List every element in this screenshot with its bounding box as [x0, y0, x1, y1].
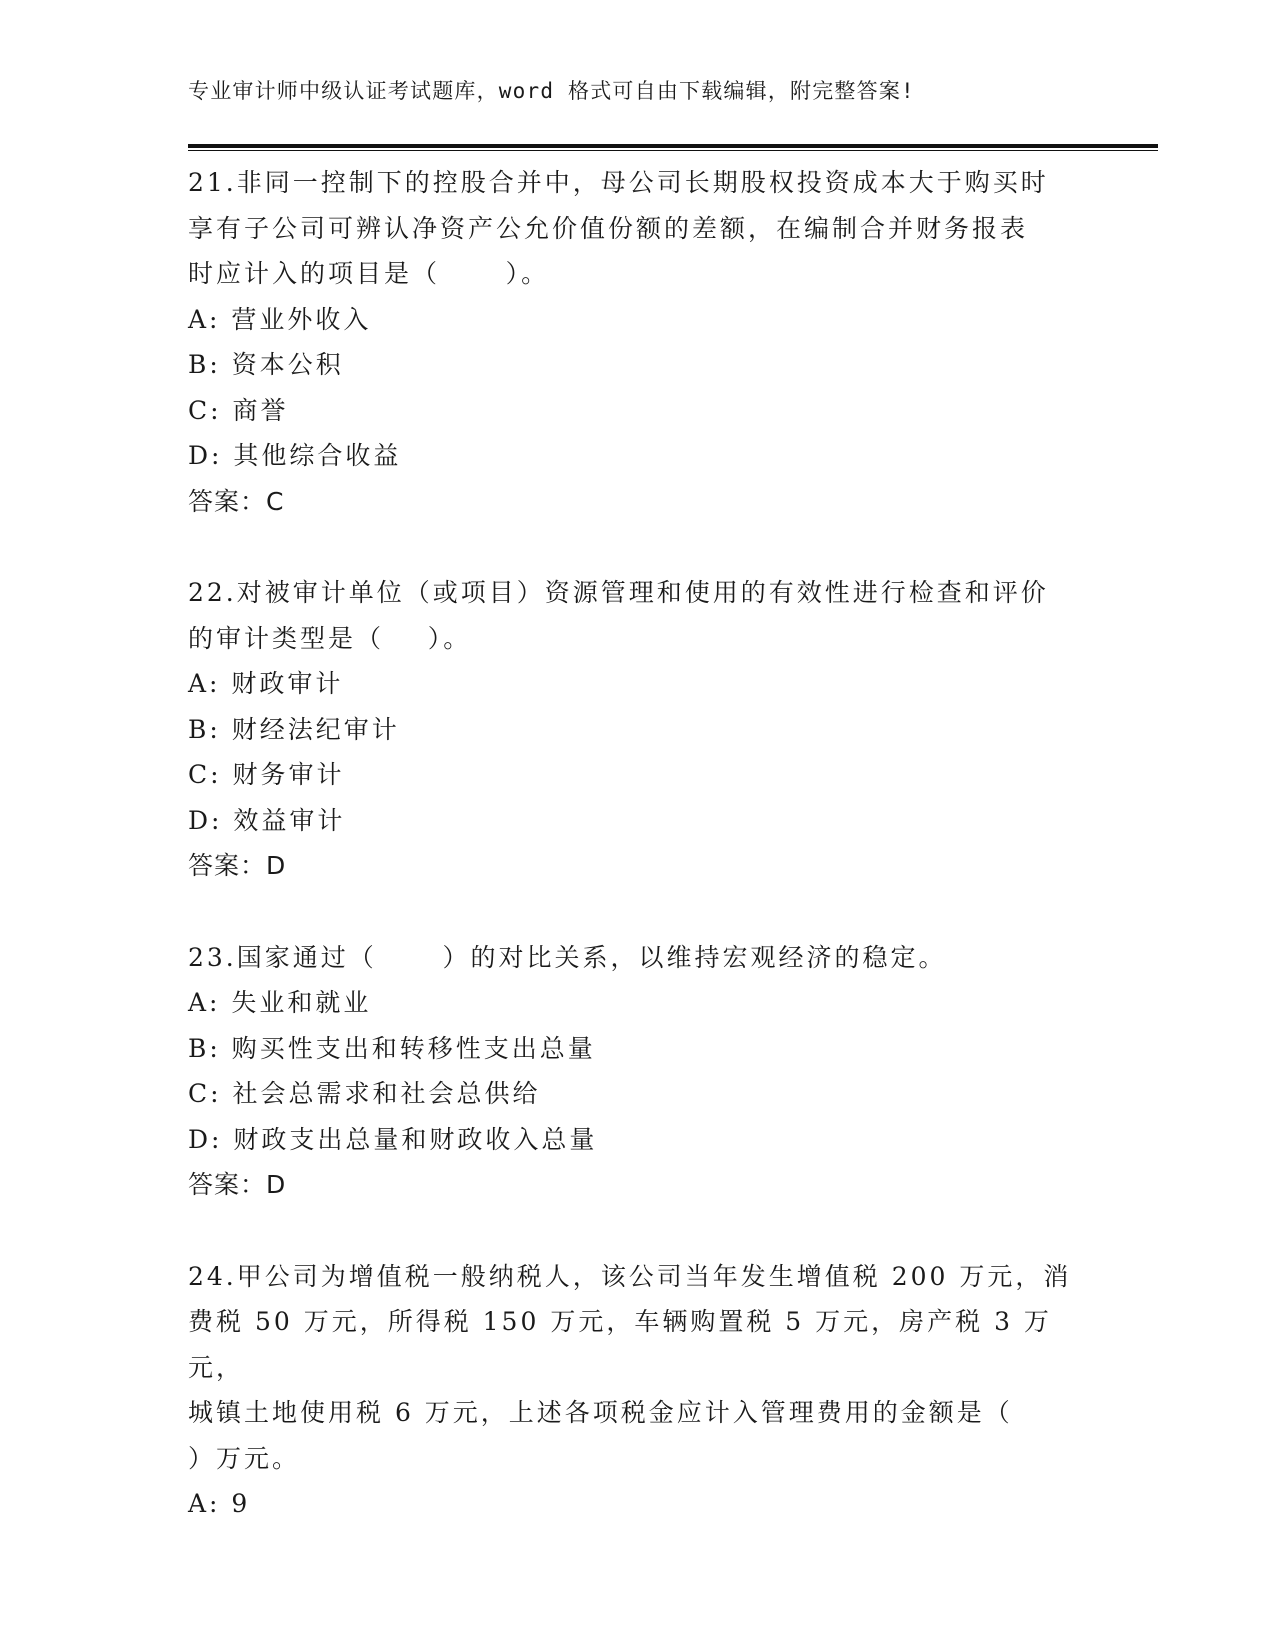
header-rule-thin	[188, 150, 1158, 151]
option-a: A: 财政审计	[188, 669, 344, 698]
question-stem-line: 费税 50 万元，所得税 150 万元，车辆购置税 5 万元，房产税 3 万元，	[188, 1307, 1052, 1382]
page-header: 专业审计师中级认证考试题库，word 格式可自由下载编辑，附完整答案!	[188, 79, 915, 103]
option-b: B: 资本公积	[188, 350, 344, 379]
question-stem-line: 时应计入的项目是（ ）。	[188, 259, 550, 288]
question-stem-line: 城镇土地使用税 6 万元，上述各项税金应计入管理费用的金额是（	[188, 1398, 1013, 1427]
header-rule-thick	[188, 144, 1158, 148]
question-21	[188, 160, 1088, 524]
question-list	[188, 160, 1088, 1573]
option-d: D: 其他综合收益	[188, 441, 402, 470]
question-stem-line: 24.甲公司为增值税一般纳税人，该公司当年发生增值税 200 万元，消	[188, 1261, 1072, 1291]
answer-line: 答案：D	[188, 851, 287, 880]
question-stem-line: 22.对被审计单位（或项目）资源管理和使用的有效性进行检查和评价	[188, 578, 1049, 607]
question-stem-line: 23.国家通过（ ）的对比关系，以维持宏观经济的稳定。	[188, 942, 947, 972]
option-c: C: 商誉	[188, 395, 289, 425]
question-24	[188, 1254, 1088, 1527]
option-a: A: 营业外收入	[188, 304, 372, 334]
answer-line: 答案：D	[188, 1170, 287, 1199]
option-b: B: 财经法纪审计	[188, 714, 400, 744]
option-a: A: 失业和就业	[188, 988, 372, 1017]
question-stem-line: 的审计类型是（ ）。	[188, 623, 472, 653]
option-c: C: 财务审计	[188, 760, 345, 789]
question-stem-line: 21.非同一控制下的控股合并中，母公司长期股权投资成本大于购买时	[188, 168, 1049, 197]
option-d: D: 效益审计	[188, 805, 346, 835]
question-23	[188, 935, 1088, 1208]
option-a: A: 9	[188, 1489, 251, 1518]
question-22	[188, 570, 1088, 889]
question-stem-line: 享有子公司可辨认净资产公允价值份额的差额，在编制合并财务报表	[188, 213, 1029, 243]
option-c: C: 社会总需求和社会总供给	[188, 1079, 541, 1108]
question-stem-line: ）万元。	[188, 1443, 301, 1473]
option-b: B: 购买性支出和转移性支出总量	[188, 1033, 596, 1063]
option-d: D: 财政支出总量和财政收入总量	[188, 1124, 598, 1154]
answer-line: 答案：C	[188, 486, 285, 516]
